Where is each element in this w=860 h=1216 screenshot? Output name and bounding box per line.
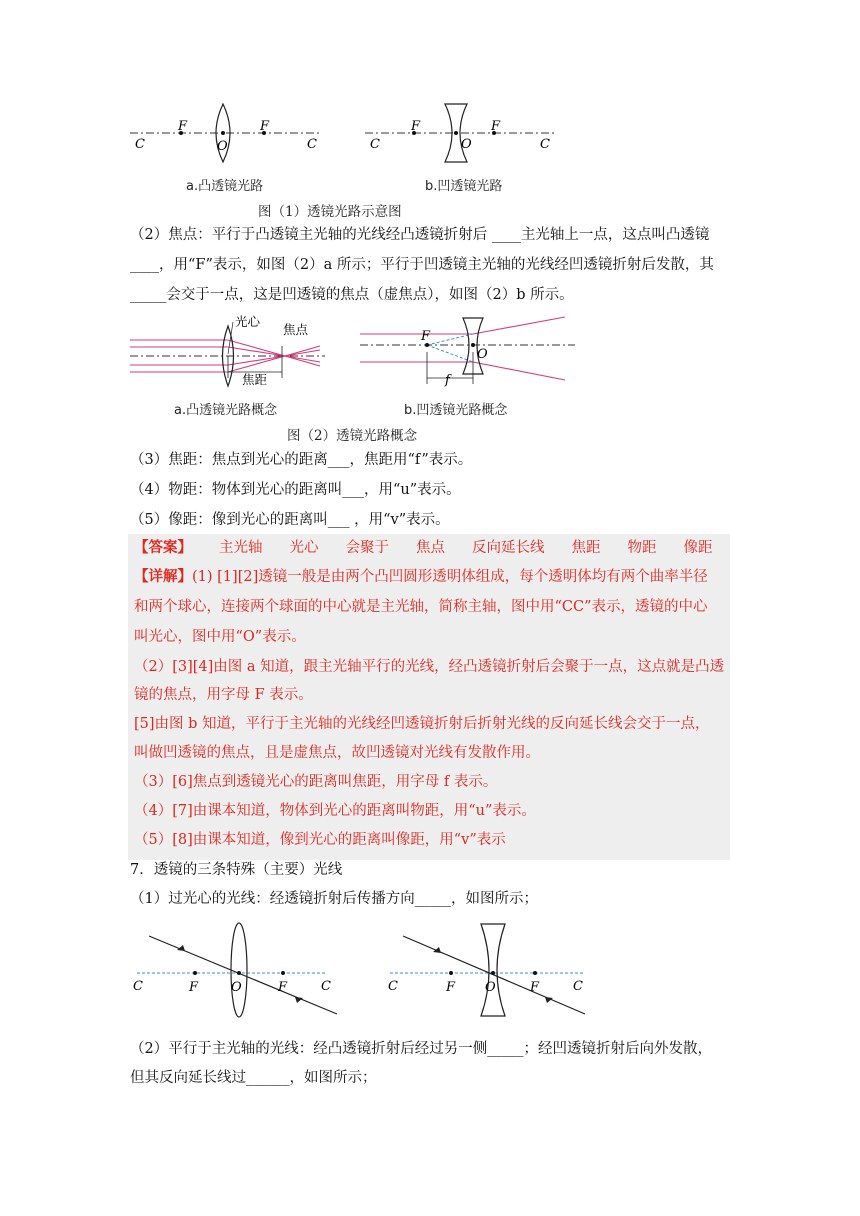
convex-lens-diagram-a: [130, 104, 320, 162]
q2-line-2: ____，用“F”表示，如图（2）a 所示；平行于凹透镜主光轴的光线经凹透镜折射后发散，其: [130, 257, 714, 273]
section-7-p1: （1）过光心的光线：经透镜折射后传播方向_____，如图所示；: [130, 891, 538, 907]
answer-item: 像距: [683, 540, 713, 556]
fig1-caption-a: a.凸透镜光路: [186, 179, 264, 194]
detail-line-2: 和两个球心，连接两个球面的中心就是主光轴，简称主轴，图中用“CC”表示，透镜的中心: [134, 599, 708, 615]
svg-text:O: O: [477, 347, 488, 362]
answer-item: 光心: [289, 540, 319, 556]
svg-text:F: F: [446, 980, 456, 995]
svg-text:O: O: [231, 980, 242, 995]
section-7-p2-line-2: 但其反向延长线过______，如图所示；: [130, 1070, 377, 1086]
detail-line-6: [5]由图 b 知道，平行于主光轴的光线经凹透镜折射后折射光线的反向延长线会交于一点，: [134, 716, 710, 732]
svg-text:C: C: [307, 137, 317, 152]
convex-center-ray: [133, 923, 337, 1017]
detail-line-7: 叫做凹透镜的焦点，且是虚焦点，故凹透镜对光线有发散作用。: [134, 745, 540, 761]
detail-line-3: 叫光心，图中用“O”表示。: [134, 629, 306, 645]
fig1-caption-b: b.凹透镜光路: [425, 179, 503, 194]
svg-text:F: F: [411, 119, 421, 134]
svg-text:C: C: [388, 979, 398, 994]
svg-text:C: C: [321, 979, 331, 994]
fig2-caption-a: a.凸透镜光路概念: [174, 403, 278, 418]
svg-text:C: C: [573, 979, 583, 994]
detail-heading: 【详解】: [134, 568, 192, 585]
figure-2-diagrams: [125, 312, 585, 400]
svg-text:C: C: [370, 137, 380, 152]
concave-lens-concept-b: [360, 317, 575, 388]
svg-text:焦点: 焦点: [283, 322, 309, 337]
answer-item: 焦距: [571, 540, 601, 556]
svg-text:O: O: [217, 139, 228, 154]
svg-text:O: O: [485, 980, 496, 995]
answer-heading: 【答案】: [134, 539, 192, 556]
concave-center-ray: [388, 924, 585, 1016]
svg-text:F: F: [260, 119, 270, 134]
q2-line-1: （2）焦点：平行于凸透镜主光轴的光线经凸透镜折射后 ____主光轴上一点，这点叫凸透镜: [130, 227, 710, 243]
fig2-title: 图（2）透镜光路概念: [287, 428, 418, 444]
q2-line-3: _____会交于一点，这是凹透镜的焦点（虚焦点），如图（2）b 所示。: [130, 287, 574, 303]
svg-text:O: O: [461, 137, 472, 152]
detail-line-10: （5）[8]由课本知道，像到光心的距离叫像距，用“v”表示: [134, 832, 506, 848]
section-7-p2-line-1: （2）平行于主光轴的光线：经凸透镜折射后经过另一侧_____；经凹透镜折射后向外发散，: [130, 1041, 712, 1057]
section-7-title: 7．透镜的三条特殊（主要）光线: [130, 862, 343, 878]
svg-text:光心: 光心: [235, 314, 261, 329]
svg-text:F: F: [189, 980, 199, 995]
answer-item: 焦点: [416, 540, 445, 556]
svg-text:F: F: [278, 980, 288, 995]
detail-line-4: （2）[3][4]由图 a 知道，跟主光轴平行的光线，经凸透镜折射后会聚于一点，这点就是凸透: [134, 659, 725, 675]
q3-line: （3）焦距：焦点到光心的距离___，焦距用“f”表示。: [130, 452, 473, 468]
svg-text:C: C: [133, 979, 143, 994]
svg-text:f: f: [445, 373, 450, 388]
svg-text:F: F: [421, 329, 431, 344]
figure-3-diagrams: [125, 918, 595, 1028]
answer-item: 反向延长线: [472, 540, 545, 556]
detail-line-1: 【详解】(1) [1][2]透镜一般是由两个凸凹圆形透明体组成，每个透明体均有两个曲率半径: [134, 568, 708, 585]
q4-line: （4）物距：物体到光心的距离叫___，用“u”表示。: [130, 482, 461, 498]
svg-text:C: C: [540, 137, 550, 152]
detail-line-8: （3）[6]焦点到透镜光心的距离叫焦距，用字母 f 表示。: [134, 774, 498, 790]
detail-line-9: （4）[7]由课本知道，物体到光心的距离叫物距，用“u”表示。: [134, 803, 536, 819]
svg-text:F: F: [530, 980, 540, 995]
answer-row: [134, 538, 740, 558]
answer-item: 物距: [627, 540, 657, 556]
q5-line: （5）像距：像到光心的距离叫___ ，用“v”表示。: [130, 512, 450, 528]
fig2-caption-b: b.凹透镜光路概念: [404, 403, 508, 418]
answer-item: 主光轴: [219, 540, 263, 556]
detail-line-5: 镜的焦点，用字母 F 表示。: [134, 687, 313, 703]
svg-text:焦距: 焦距: [242, 372, 268, 387]
convex-lens-concept-a: [130, 314, 325, 387]
concave-lens-diagram-b: [365, 104, 555, 162]
svg-text:F: F: [178, 119, 188, 134]
svg-text:C: C: [135, 137, 145, 152]
svg-text:F: F: [491, 119, 501, 134]
answer-item: 会聚于: [345, 540, 389, 556]
fig1-title: 图（1）透镜光路示意图: [258, 204, 402, 220]
